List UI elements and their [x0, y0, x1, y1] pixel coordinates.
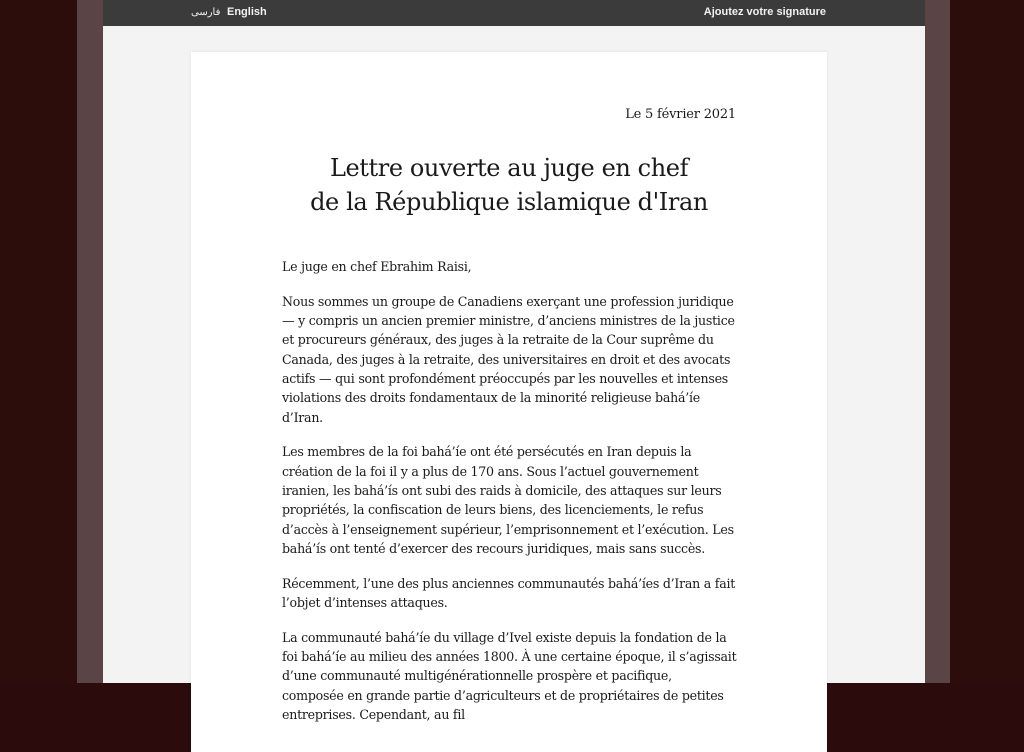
letter-paragraph: Les membres de la foi bahá’íe ont été persécutés en Iran depuis la création de la foi il y a plus de 170 ans. Sous l’actuel gouvernement iranien, les bahá’ís ont subi des raids à domicile, des attaques sur leurs propriétés, la confiscation de leurs biens, des licenciements, le refus d’accès à l’enseignement supérieur, l’emprisonnement et l’exécution. Les bahá’ís ont tenté d’exercer des recours juridiques, mais sans succès. — [282, 444, 734, 556]
letter-paragraph: La communauté bahá’íe du village d’Ivel existe depuis la fondation de la foi bahá’íe au milieu des années 1800. À une certaine époque, il s’agissait d’une communauté multigénérationnelle prospère et pacifique, composée en grande partie d’agriculteurs et de propriétaires de petites entreprises. Cependant, au fil — [282, 629, 737, 722]
add-signature-link[interactable]: Ajoutez votre signature — [703, 6, 826, 18]
letter-paragraph: Récemment, l’une des plus anciennes communautés bahá’íes d’Iran a fait l’objet d’intenses attaques. — [282, 575, 736, 610]
letter-body — [282, 257, 737, 740]
background-right — [950, 0, 1024, 683]
letter-paper — [191, 52, 827, 752]
frame-right — [925, 0, 950, 683]
letter-title — [191, 151, 827, 219]
language-english-link[interactable]: English — [227, 6, 267, 18]
letter-paragraph: Nous sommes un groupe de Canadiens exerçant une profession juridique — y compris un ancien premier ministre, d’anciens ministres de la justice et procureurs généraux, des juges à la retraite de la Cour suprême du Canada, des juges à la retraite, des universitaires en droit et des avocats actifs — qui sont profondément préoccupés par les nouvelles et intenses violations des droits fondamentaux de la minorité religieuse bahá’íe d’Iran. — [282, 293, 735, 425]
letter-title-line-2: de la République islamique d'Iran — [310, 188, 708, 216]
language-farsi-link[interactable]: فارسی — [191, 7, 221, 18]
page-viewport[interactable] — [103, 26, 925, 722]
background-left — [0, 0, 77, 683]
top-bar — [103, 0, 925, 26]
letter-date: Le 5 février 2021 — [625, 107, 736, 122]
letter-salutation: Le juge en chef Ebrahim Raisi, — [282, 259, 472, 274]
frame-left — [77, 0, 103, 683]
letter-title-line-1: Lettre ouverte au juge en chef — [329, 154, 689, 182]
